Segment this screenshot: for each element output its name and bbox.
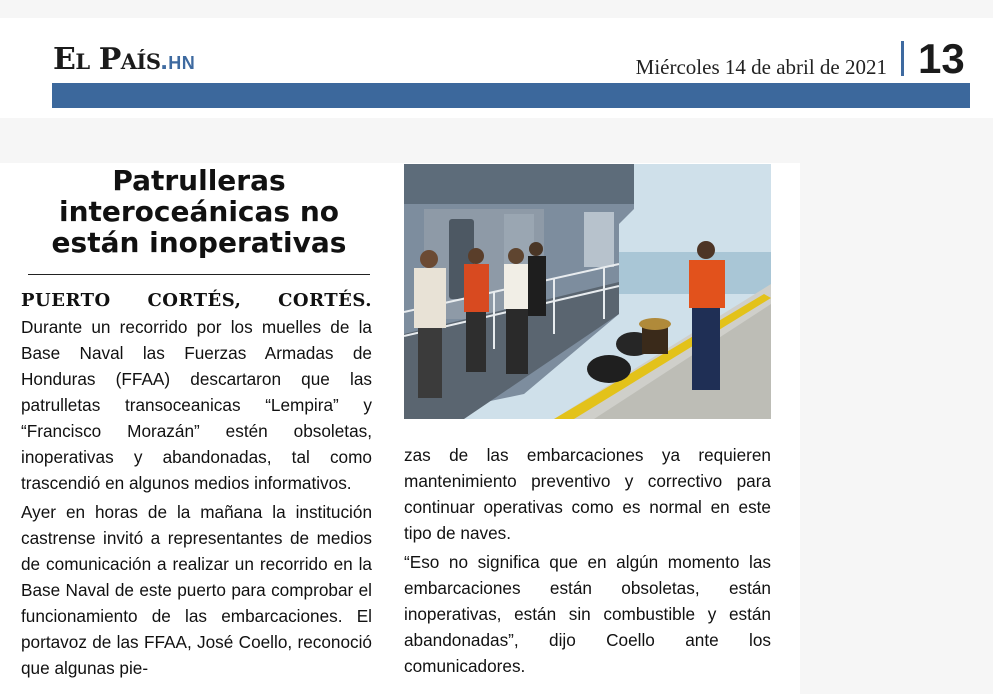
brand-word-1: El <box>53 42 90 77</box>
header-color-bar <box>52 83 970 108</box>
paragraph <box>21 287 372 496</box>
headline-line: interoceánicas no <box>58 195 340 228</box>
article <box>0 163 800 694</box>
article-headline <box>28 165 370 258</box>
paragraph: “Eso no significa que en algún momento las embarcaciones están obsoletas, están inoperativas, están sin combustible y están abandonadas”, dijo Coello ante los comunicadores. <box>404 552 771 676</box>
headline-line: están inoperativas <box>51 226 347 259</box>
issue-date: Miércoles 14 de abril de 2021 <box>635 55 887 79</box>
brand-domain: .hn <box>160 45 196 75</box>
page-number: 13 <box>918 35 965 82</box>
article-column-right <box>404 442 771 682</box>
brand-logo <box>53 42 195 77</box>
headline-rule <box>28 274 370 275</box>
paragraph-text: Durante un recorrido por los muelles de la Base Naval las Fuerzas Armadas de Honduras (FFAA) descartaron que las patrulletas transoceanicas “Lempira” y “Francisco Morazán” estén obsoletas, inoperativas y abandonadas, tal como trascendió en algunos medios informativos. <box>21 317 372 493</box>
dateline: PUERTO CORTÉS, CORTÉS. <box>21 290 372 311</box>
article-photo <box>404 164 771 419</box>
headline-line: Patrulleras <box>112 164 286 197</box>
masthead <box>0 18 993 118</box>
header-divider <box>901 41 904 76</box>
paragraph: Ayer en horas de la mañana la institución castrense invitó a representantes de medios de comunicación a realizar un recorrido en la Base Naval de este puerto para comprobar el funcionamiento de las embarcaciones. El portavoz de las FFAA, José Coello, reconoció que algunas pie- <box>21 502 372 678</box>
article-column-left <box>21 287 372 684</box>
brand-word-2: País <box>98 42 161 77</box>
paragraph: zas de las embarcaciones ya requieren mantenimiento preventivo y correctivo para continuar operativas como es normal en este tipo de naves. <box>404 445 771 543</box>
